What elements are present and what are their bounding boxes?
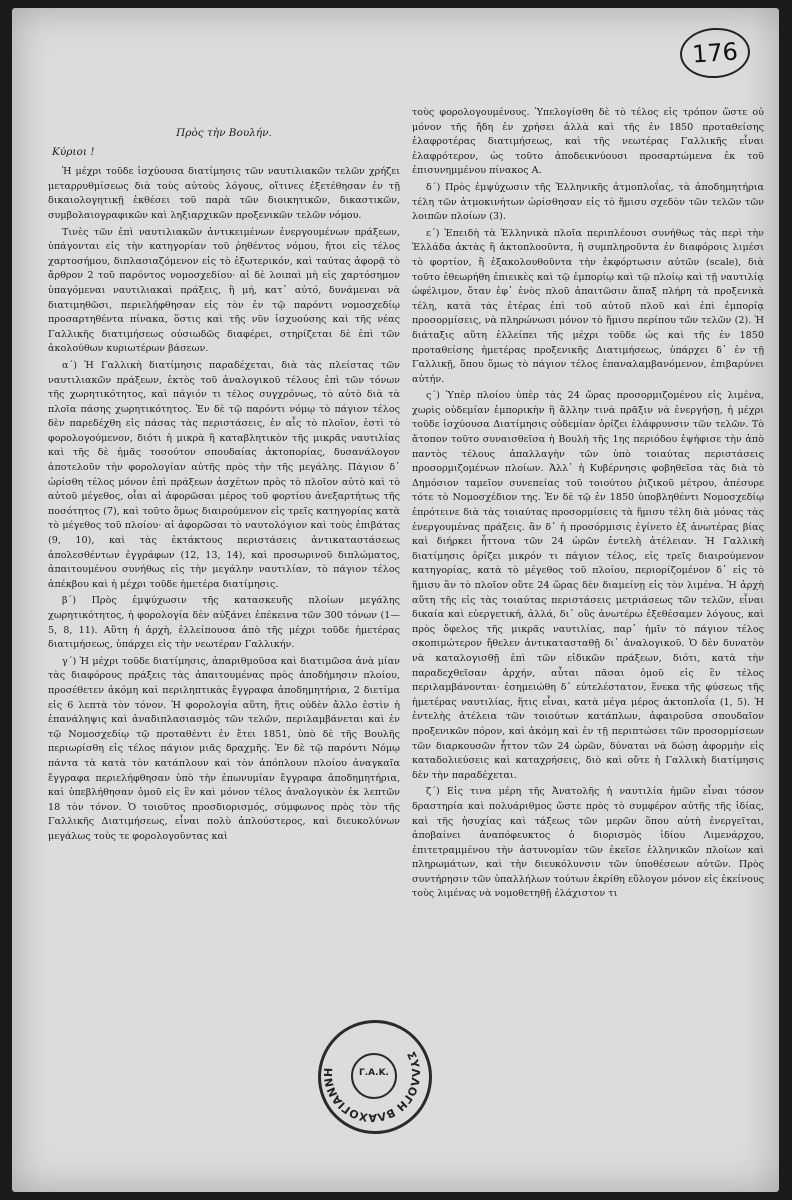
paragraph: ζ΄) Εἰς τινα μέρη τῆς Ἀνατολῆς ἡ ναυτιλία ἡμῶν εἶναι τόσον δραστηρία καὶ πολυάριθμος ὥστε πρὸς τὸ συμφέρον αὐτῆς τῆς ἰδίας, καὶ τῆς ἡσυχίας καὶ τάξεως τῶν μερῶν ὅπου αὐτὴ ἐνεργεῖται, ἀποβαίνει ἀναπόφευκτος ὁ διορισμὸς ἰδίου Λιμενάρχου, ἐπιτετραμμένου τὴν ἀστυνομίαν τῶν ἐκεῖσε ἑλληνικῶν πλοίων καὶ πληρωμάτων, καὶ τὴν διευκόλυνσιν τῶν ὑποθέσεων αὐτῶν. Πρὸς συντήρησιν τῶν ὑπαλλήλων τούτων ἐκρίθη εὔλογον μόνον εἰς ἐκείνους τοὺς λιμένας νὰ νομοθετηθῇ ἐλάχιστον τι	[412, 786, 764, 900]
paragraph: β΄) Πρὸς ἐμψύχωσιν τῆς κατασκευῆς πλοίων μεγάλης χωρητικότητος, ἡ φορολογία δὲν αὐξάνει ἐπέκεινα τῶν 300 τόνων (1—5, 8, 11). Αὕτη ἡ ἀρχὴ, ἐλλείπουσα ἀπὸ τῆς μέχρι τοῦδε ἡμετέρας διατιμήσεως, ὑπάρχει εἰς τὴν νεωτέραν Γαλλικήν.	[48, 595, 400, 651]
salutation: Κύριοι !	[52, 145, 95, 158]
paragraph: ε΄) Ἐπειδὴ τὰ Ἑλληνικὰ πλοῖα περιπλέουσι συνήθως τὰς περὶ τὴν Ἑλλάδα ἀκτὰς ἢ ἀκτοπλοοῦντα, ἢ συμπληροῦντα ἐν διαφόροις λιμέσι τὸ φορτίον, ἢ ἐξακολουθοῦντα τὴν ἐκφόρτωσιν αὐτῶν (scale), διὰ τοῦτο ἐθεωρήθη ἐπιεικὲς καὶ τῷ ἐμπορίῳ καὶ τῷ πλοίῳ καὶ τῇ ναυτιλίᾳ ὠφέλιμον, ὅταν ἐφ᾽ ἑνὸς πλοῦ ἀπαιτῶσιν ἅπαξ πλήρη τὰ προξενικὰ τέλη, κατὰ τὰς ἑτέρας ἐπὶ τοῦ αὐτοῦ πλοῦ καὶ ἐπὶ ἐμπορίᾳ προσορμίσεις, νὰ πληρώνωσι μόνον τὸ ἥμισυ περίπου τῶν τελῶν (2). Ἡ διάταξις αὕτη ἐλλείπει τῆς μέχρι τοῦδε ὡς καὶ τῆς ἐν 1850 προταθείσης ἡμετέρας προξενικῆς Διατιμήσεως, ὑπάρχει δ᾽ ἐν τῇ Γαλλικῇ, ὅπου ὅμως τὸ πάγιον τέλος ἐπαναλαμβανόμενον, ἐπιβαρύνει αὐτήν.	[412, 227, 764, 385]
paragraph: γ΄) Ἡ μέχρι τοῦδε διατίμησις, ἀπαριθμοῦσα καὶ διατιμῶσα ἀνὰ μίαν τὰς διαφόρους πράξεις τὰς ἀπαιτουμένας πρὸς ἀποδήμησιν πλοίου, προσέθετεν ἀκόμη καὶ περιληπτικὰς ἔγγραφα ἀποδημητήρια, 2 διετίμα εἰς 6 λεπτὰ τὸν τόνον. Ἡ φορολογία αὕτη, ἥτις οὐδὲν ἄλλο ἐστὶν ἡ ἐπανάληψις καὶ ἀναδιπλασιασμὸς τῶν τελῶν, περιλαμβάνεται καὶ ἐν τῷ Νομοσχεδίῳ τῷ προταθέντι ἐν ἔτει 1851, ὑπὸ δὲ τῆς Βουλῆς περιωρίσθη εἰς τέλος πάγιον μιᾶς δραχμῆς. Ἐν δὲ τῷ παρόντι Νόμῳ πάντα τὰ κατὰ τὸν κατάπλουν καὶ τὸν ἀπόπλουν πλοίου ἀναγκαῖα ἔγγραφα περιελήφθησαν ὑπὸ τὴν ἐπωνυμίαν ἔγγραφα ἀποδημητήρια, καὶ ὑπεβλήθησαν ὁμοῦ εἰς ἓν καὶ μόνον τέλος ἀναλογικὸν ἐκ λεπτῶν 18 τὸν τόνον. Ὁ τοιοῦτος προσδιορισμός, σύμφωνος πρὸς τὸν τῆς Γαλλικῆς Διατιμήσεως, εἶναι πολὺ ἁπλούστερος, καὶ διευκολύνων μεγάλως τοὺς τε φορολογοῦντας καὶ	[48, 655, 400, 842]
paragraph: δ΄) Πρὸς ἐμψύχωσιν τῆς Ἑλληνικῆς ἀτμοπλοΐας, τὰ ἀποδημητήρια τέλη τῶν ἀτμοκινήτων ὡρίσθησαν εἰς τὸ ἥμισυ σχεδὸν τῶν τελῶν τῶν λοιπῶν πλοίων (3).	[412, 181, 764, 223]
left-column	[48, 108, 400, 847]
svg-text:ΣΥΛΛΟΓΗ ΒΛΑΧΟΓΙΑΝΝΗ: ΣΥΛΛΟΓΗ ΒΛΑΧΟΓΙΑΝΝΗ	[321, 1049, 423, 1125]
document-heading: Πρὸς τὴν Βουλήν.	[176, 127, 272, 139]
paragraph: α΄) Ἡ Γαλλικὴ διατίμησις παραδέχεται, διὰ τὰς πλείστας τῶν ναυτιλιακῶν πράξεων, ἐκτὸς τοῦ ἀναλογικοῦ τέλους ἐπὶ τῶν τόνων τῆς χωρητικότητος, καὶ πάγιόν τι τέλος συγχρόνως, τὸ αὐτὸ διὰ τὰ πλοῖα πάσης χωρητικότητος. Ἐν δὲ τῷ παρόντι νόμῳ τὸ πάγιον τέλος δὲν παρεδέχθη εἰς πάσας τὰς περιστάσεις, ἐν αἷς τὸ πλοῖον, ἐστὶ τὸ φορολογούμενον, διότι ἡ μικρὰ ἢ καταβλητικὸν τῆς μικρᾶς ναυτιλίας καὶ τῆς δὲ ἡμᾶς τοσούτον σπουδαίας ἀκτοπορίας, δυσανάλογον ἀποτελοῦν τὴν φορολογίαν αὐτῆς πρὸς τὴν τῆς μεγάλης. Πάγιον δ᾽ ὡρίσθη τέλος μόνον ἐπὶ πράξεων ἀσχέτων πρὸς τὸ πλοῖον αὐτὸ καὶ τὸ αὐτοῦ μέγεθος, οἷαι αἱ ἀφορῶσαι μέρος τοῦ φορτίου ἀνεξαρτήτως τῆς ποσότητος (7), καὶ τοῦτο ὅμως διαιρούμενον εἰς τρεῖς κατηγορίας κατὰ τὸ μέγεθος τοῦ πλοίου· αἱ ἀφορῶσαι τὸ ναυτολόγιον καὶ τοὺς ἐπιβάτας (9, 10), καὶ τὰς ἐκτάκτους περιστάσεις ἀντικαταστάσεως ἀπολεσθέντων ἐγγράφων (12, 13, 14), καὶ προσωρινοῦ διπλώματος, ἀπαιτουμένου συνήθως εἰς τὴν μεγάλην ναυτιλίαν, τὸ πάγιον τέλος ἀπέκβου καὶ ἡ μέχρι τοῦδε ἡμετέρα διατίμησις.	[48, 359, 400, 590]
paragraph: τοὺς φορολογουμένους. Ὑπελογίσθη δὲ τὸ τέλος εἰς τρόπον ὥστε οὐ μόνον τῆς ἤδη ἐν χρήσει ἀλλὰ καὶ τῆς ἐν 1850 προταθείσης ἐλαφροτέρας διατιμήσεως, καὶ τῆς νεωτέρας Γαλλικῆς εἶναι ἐλαφρότερον, ὡς τοῦτο ἀποδεικνύουσι προσαρτώμενα ἐκ τοῦ ἐπισυνημμένου πίνακος Α.	[412, 107, 764, 177]
handwritten-page-number: 176	[678, 26, 751, 81]
paragraph: Τινὲς τῶν ἐπὶ ναυτιλιακῶν ἀντικειμένων ἐνεργουμένων πράξεων, ὑπάγονται εἰς τὴν κατηγορίαν τοῦ ῥηθέντος νόμου, ἤτοι εἰς τέλος χαρτοσήμου, διπλασιαζόμενον εἰς τὸ ἐξωτερικόν, καὶ ταύτας ἀφορᾷ τὸ ἄρθρον 2 τοῦ παρόντος νομοσχεδίου· αἱ δὲ λοιπαὶ μὴ εἰς χαρτόσημον ὑπαγόμεναι ναυτιλιακαὶ πράξεις, ἢ μή, κατ᾽ αὐτό, δυνάμεναι νὰ διατιμηθῶσι, περιελήφθησαν εἰς τὸν ἐν τῷ παρόντι νομοσχεδίῳ προσαρτηθέντα πίνακα, ὅστις καὶ τῆς νῦν ἰσχυούσης καὶ τῆς νέας Γαλλικῆς διατιμήσεως οὐσιωδῶς διαφέρει, στηρίζεται δὲ ἐπὶ τῶν ἀκολούθων κυριωτέρων βάσεων.	[48, 226, 400, 355]
paragraph: Ἡ μέχρι τοῦδε ἰσχύουσα διατίμησις τῶν ναυτιλιακῶν τελῶν χρήζει μεταρρυθμίσεως διὰ τοὺς αὐτοὺς λόγους, οἵτινες ἐξετέθησαν ἐν τῇ δικαιολογητικῇ ἐκθέσει τοῦ παρὰ τῶν διοικητικῶν, δικαστικῶν, συμβολαιογραφικῶν καὶ ληξιαρχικῶν προξενικῶν τελῶν νόμου.	[48, 166, 400, 221]
archive-stamp	[318, 1020, 432, 1134]
document-page	[12, 8, 779, 1192]
right-column	[412, 106, 764, 904]
stamp-initials: Γ.Α.Κ.	[359, 1068, 389, 1078]
stamp-center	[351, 1053, 397, 1099]
paragraph: ς΄) Ὑπὲρ πλοίου ὑπὲρ τὰς 24 ὥρας προσορμιζομένου εἰς λιμένα, χωρὶς οὐδεμίαν ἐμπορικὴν ἢ ἄλλην τινὰ πρᾶξιν νὰ ἐνεργήσῃ, ἡ μέχρι τοῦδε ἰσχύουσα Διατίμησις οὐδεμίαν ὁρίζει ἐλάφρυνσιν τῶν τελῶν. Τὸ ἄτοπον τοῦτο συναισθεῖσα ἡ Βουλὴ τῆς 1ης περιόδου ἐψήφισε τὴν ἀπὸ παντὸς τέλους ἀπαλλαγὴν τῶν ὑπὸ τοιαύτας περιστάσεις προσορμιζομένων πλοίων. Ἀλλ᾽ ἡ Κυβέρνησις φοβηθεῖσα τὰς διὰ τὸ Δημόσιον ταμεῖον συνεπείας τοῦ τοιούτου ῥιζικοῦ μέτρου, ἀπέσυρε τότε τὸ Νομοσχέδιον της. Ἐν δὲ τῷ ἐν 1850 ὑποβληθέντι Νομοσχεδίῳ ἐπρότεινε διὰ τὰς τοιαύτας προσορμίσεις τὰ ἥμισυ τέλη διὰ μόνας τὰς ἐνεργουμένας πράξεις. ἂν δ᾽ ἡ προσόρμισις ἐγίνετο ἐξ ἀνωτέρας βίας καὶ διήρκει ἧττονα τῶν 24 ὡρῶν ἐντελὴ ἀτέλειαν. Ἡ Γαλλικὴ διατίμησις ὁρίζει μικρόν τι πάγιον τέλος, εἰς τρεῖς διαιρούμενον κατηγορίας, κατὰ τὸ μέγεθος τοῦ πλοίου, περιορίζομένον δ᾽ εἰς τὸ ἥμισυ ἂν τὸ πλοῖον οὔτε 24 ὥρας δὲν διαμείνῃ εἰς τὸν λιμένα. Ἡ ἀρχὴ αὕτη τῆς εἰς τὰς τοιαύτας περιστάσεις μετριάσεως τῶν τελῶν, εἶναι δικαία καὶ εὐεργετική, ἀλλά, δι᾽ οὓς ἀνωτέρω ἐξεθέσαμεν λόγους, καὶ πρὸς ὄφελος τῆς μικρᾶς ναυτιλίας, παρ᾽ ἡμῖν τὸ πάγιον τέλος σκοπιμώτερον ἤθελεν ἀντικατασταθῇ δι᾽ ἀναλογικοῦ. Ὁ δὲν δυνατὸν νὰ καταλογισθῇ ἐπὶ τῶν εἰδικῶν πράξεων, διότι, κατὰ τὴν παραδεχθεῖσαν ἀρχήν, αὗται πᾶσαι ὁμοῦ εἰς ἓν τέλος περιλαμβάνονται· ἐσημειώθη δ᾽ εὐτελέστατον, ἕνεκα τῆς φύσεως τῆς ἡμετέρας ναυτιλίας, ἥτις εἶναι, κατὰ μέγα μέρος ἀκτοπλοΐα (1, 5). Ἡ ἐντελὴς ἀτέλεια τῶν τοιούτων κατάπλων, ἀφαιροῦσα σπουδαῖον προξενικῶν πόρον, καὶ ἀκόμη καὶ ἐν τῇ περιπτώσει τῶν προσορμίσεων τῶν διαρκουσῶν ἧττον τῶν 24 ὡρῶν, δύναται νὰ δώσῃ ἀφορμὴν εἰς καταδολιεύσεις καὶ καταχρήσεις, διὸ καὶ οὔτε ἡ Γαλλικὴ διατίμησις δὲν τὴν παραδέχεται.	[412, 390, 764, 781]
